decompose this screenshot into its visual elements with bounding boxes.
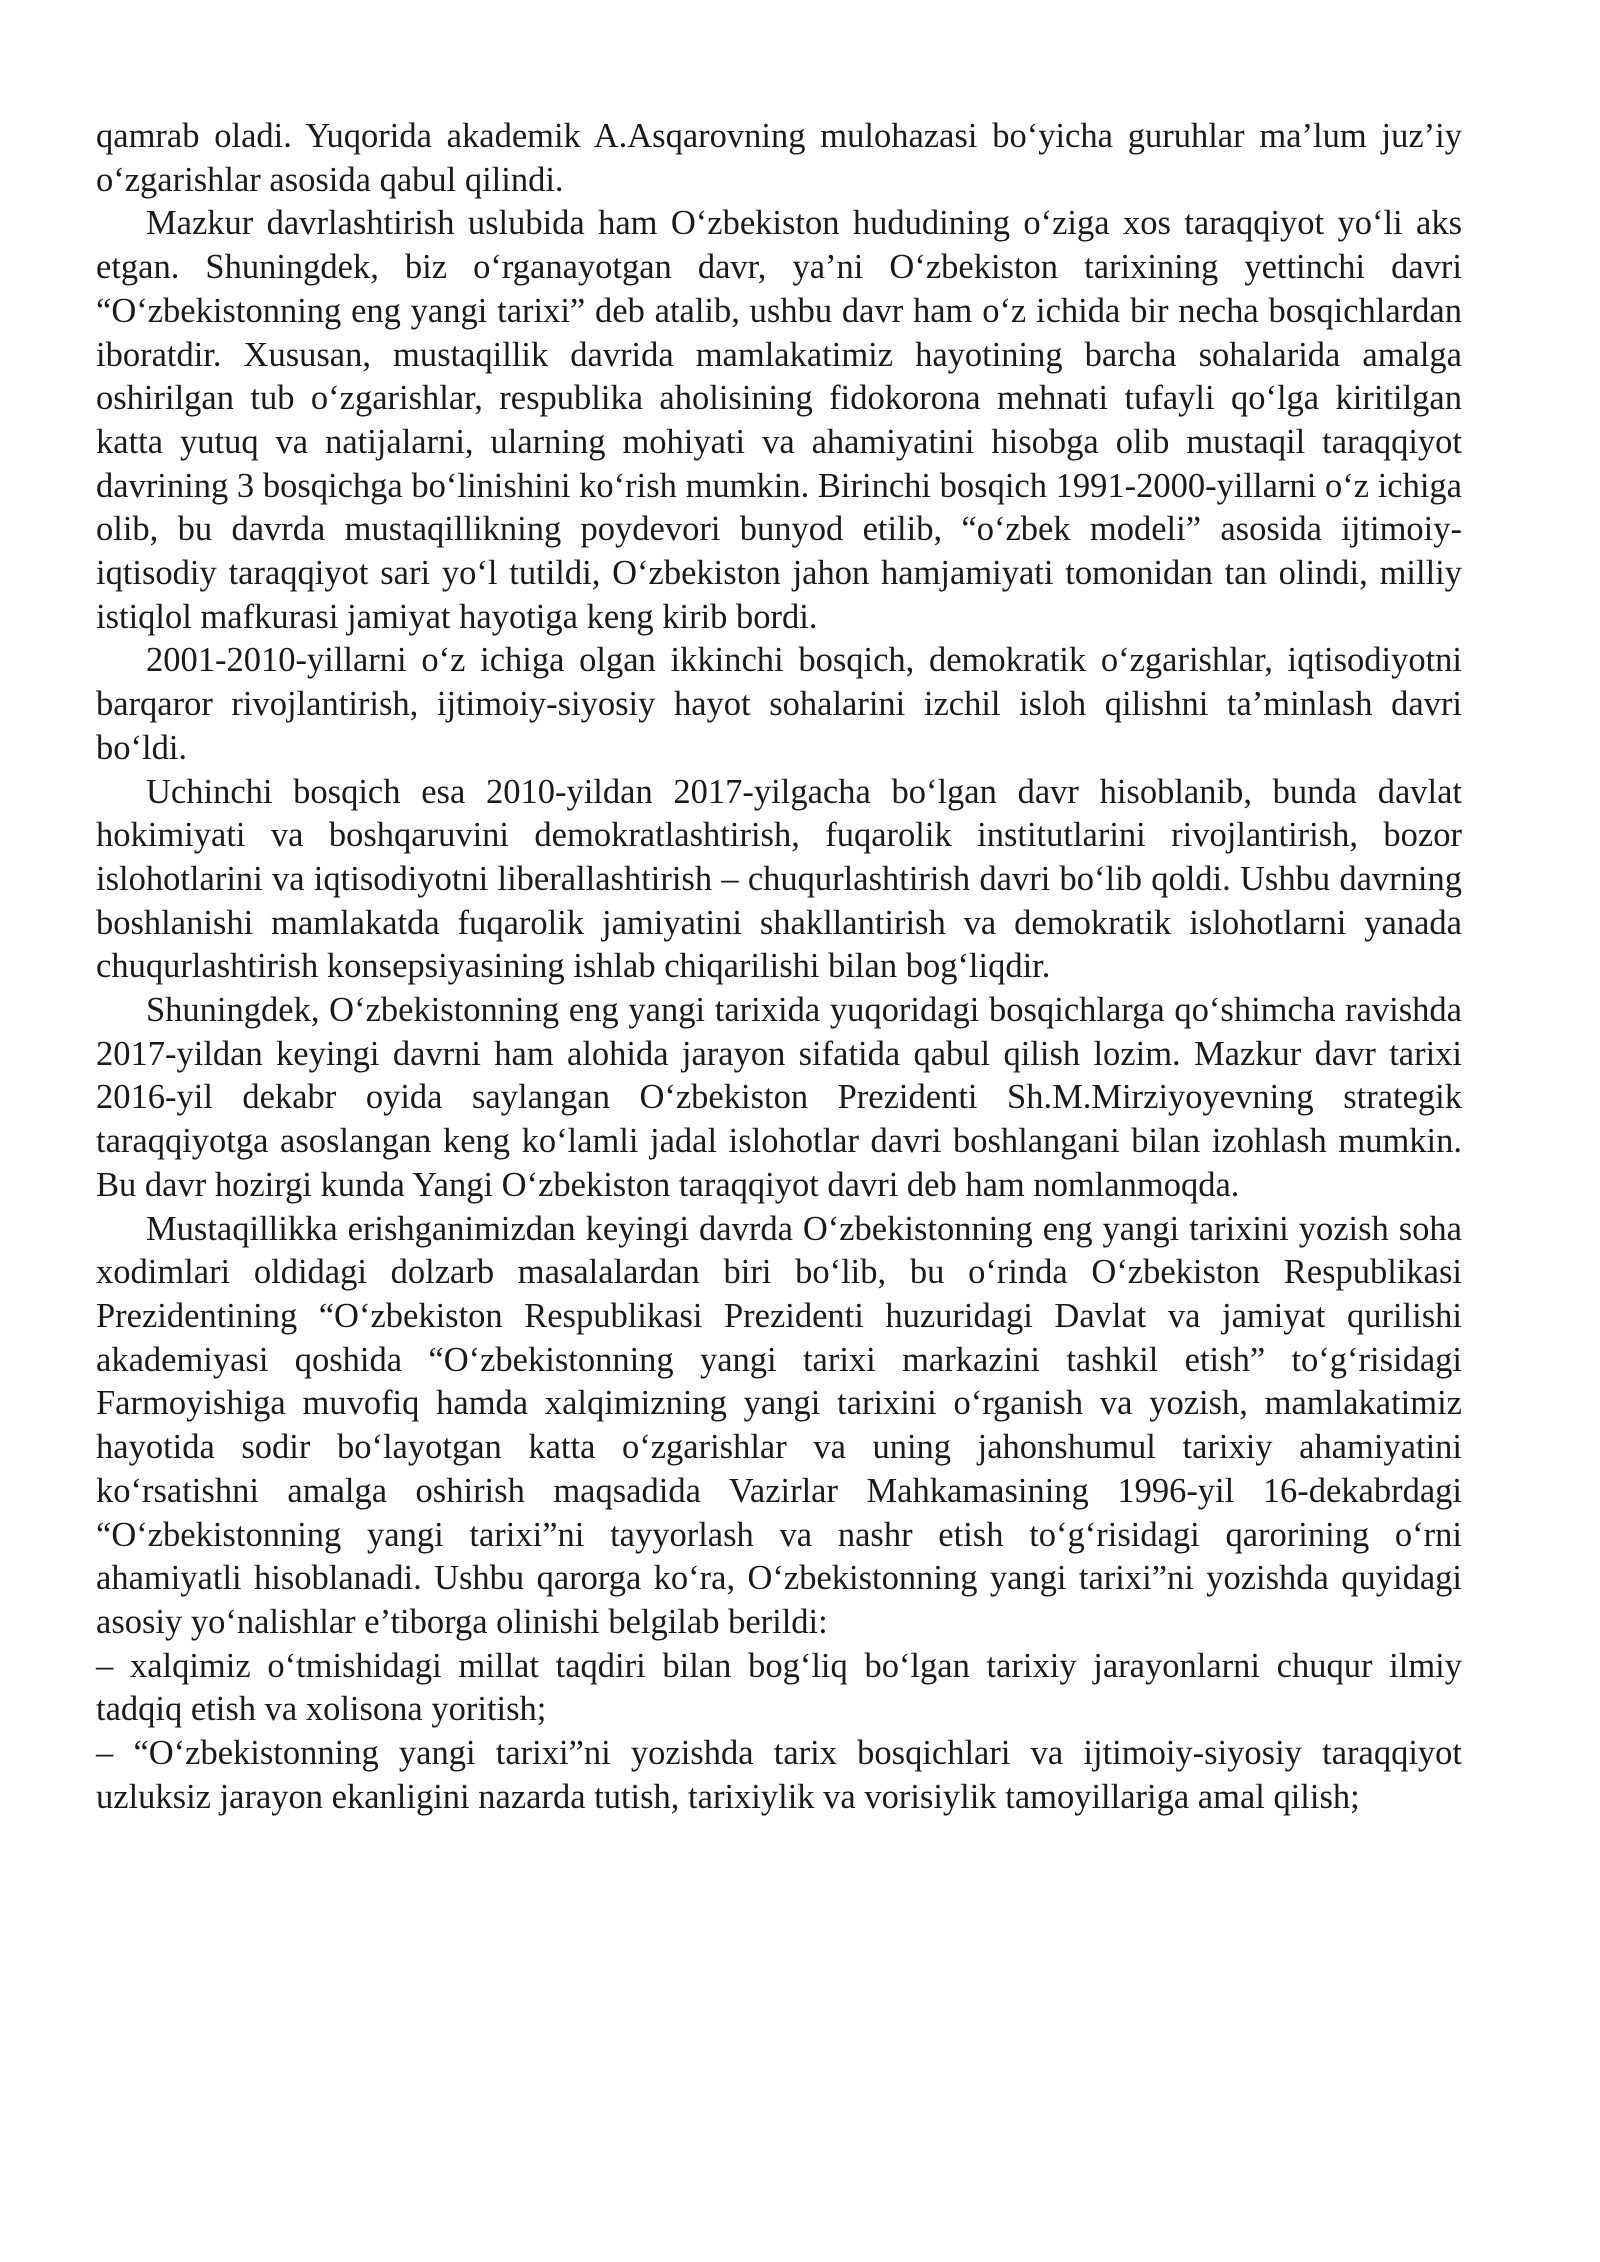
paragraph-continuation: qamrab oladi. Yuqorida akademik A.Asqarovning mulohazasi bo‘yicha guruhlar ma’lum juz’iy o‘zgarishlar asosida qabul qilindi.: [96, 117, 1462, 199]
paragraph-second-stage: 2001-2010-yillarni o‘z ichiga olgan ikkinchi bosqich, demokratik o‘zgarishlar, iqtisodiyotni barqaror rivojlantirish, ijtimoiy-siyosiy hayot sohalarini izchil isloh qilishni ta’minlash davri bo‘ldi.: [96, 641, 1462, 767]
document-page: [96, 115, 1462, 1819]
paragraph-third-stage: Uchinchi bosqich esa 2010-yildan 2017-yilgacha bo‘lgan davr hisoblanib, bunda davlat hokimiyati va boshqaruvini demokratlashtirish, fuqarolik institutlarini rivojlantirish, bozor islohotlarini va iqtisodiyotni liberallashtirish – chuqurlashtirish davri bo‘lib qoldi. Ushbu davrning boshlanishi mamlakatda fuqarolik jamiyatini shakllantirish va demokratik islohotlarni yanada chuqurlashtirish konsepsiyasining ishlab chiqarilishi bilan bog‘liqdir.: [96, 772, 1462, 986]
paragraph-resolution: Mustaqillikka erishganimizdan keyingi davrda O‘zbekistonning eng yangi tarixini yozish soha xodimlari oldidagi dolzarb masalalardan biri bo‘lib, bu o‘rinda O‘zbekiston Respublikasi Prezidentining “O‘zbekiston Respublikasi Prezidenti huzuridagi Davlat va jamiyat qurilishi akademiyasi qoshida “O‘zbekistonning yangi tarixi markazini tashkil etish” to‘g‘risidagi Farmoyishiga muvofiq hamda xalqimizning yangi tarixini o‘rganish va yozish, mamlakatimiz hayotida sodir bo‘layotgan katta o‘zgarishlar va uning jahonshumul tarixiy ahamiyatini ko‘rsatishni amalga oshirish maqsadida Vazirlar Mahkamasining 1996-yil 16-dekabrdagi “O‘zbekistonning yangi tarixi”ni tayyorlash va nashr etish to‘g‘risidagi qarorining o‘rni ahamiyatli hisoblanadi. Ushbu qarorga ko‘ra, O‘zbekistonning yangi tarixi”ni yozishda quyidagi asosiy yo‘nalishlar e’tiborga olinishi belgilab berildi:: [96, 1209, 1462, 1641]
paragraph-new-uzbekistan: Shuningdek, O‘zbekistonning eng yangi tarixida yuqoridagi bosqichlarga qo‘shimcha ravishda 2017-yildan keyingi davrni ham alohida jarayon sifatida qabul qilish lozim. Mazkur davr tarixi 2016-yil dekabr oyida saylangan O‘zbekiston Prezidenti Sh.M.Mirziyoyevning strategik taraqqiyotga asoslangan keng ko‘lamli jadal islohotlar davri boshlangani bilan izohlash mumkin. Bu davr hozirgi kunda Yangi O‘zbekiston taraqqiyot davri deb ham nomlanmoqda.: [96, 991, 1462, 1204]
list-item-first: – xalqimiz o‘tmishidagi millat taqdiri bilan bog‘liq bo‘lgan tarixiy jarayonlarni chuqur ilmiy tadqiq etish va xolisona yoritish;: [96, 1646, 1462, 1729]
paragraph-periodization: Mazkur davrlashtirish uslubida ham O‘zbekiston hududining o‘ziga xos taraqqiyot yo‘li aks etgan. Shuningdek, biz o‘rganayotgan davr, ya’ni O‘zbekiston tarixining yettinchi davri “O‘zbekistonning eng yangi tarixi” deb atalib, ushbu davr ham o‘z ichida bir necha bosqichlardan iboratdir. Xususan, mustaqillik davrida mamlakatimiz hayotining barcha sohalarida amalga oshirilgan tub o‘zgarishlar, respublika aholisining fidokorona mehnati tufayli qo‘lga kiritilgan katta yutuq va natijalarni, ularning mohiyati va ahamiyatini hisobga olib mustaqil taraqqiyot davrining 3 bosqichga bo‘linishini ko‘rish mumkin. Birinchi bosqich 1991-2000-yillarni o‘z ichiga olib, bu davrda mustaqillikning poydevori bunyod etilib, “o‘zbek modeli” asosida ijtimoiy-iqtisodiy taraqqiyot sari yo‘l tutildi, O‘zbekiston jahon hamjamiyati tomonidan tan olindi, milliy istiqlol mafkurasi jamiyat hayotiga keng kirib bordi.: [96, 204, 1462, 636]
list-item-second: – “O‘zbekistonning yangi tarixi”ni yozishda tarix bosqichlari va ijtimoiy-siyosiy taraqqiyot uzluksiz jarayon ekanligini nazarda tutish, tarixiylik va vorisiylik tamoyillariga amal qilish;: [96, 1734, 1462, 1816]
